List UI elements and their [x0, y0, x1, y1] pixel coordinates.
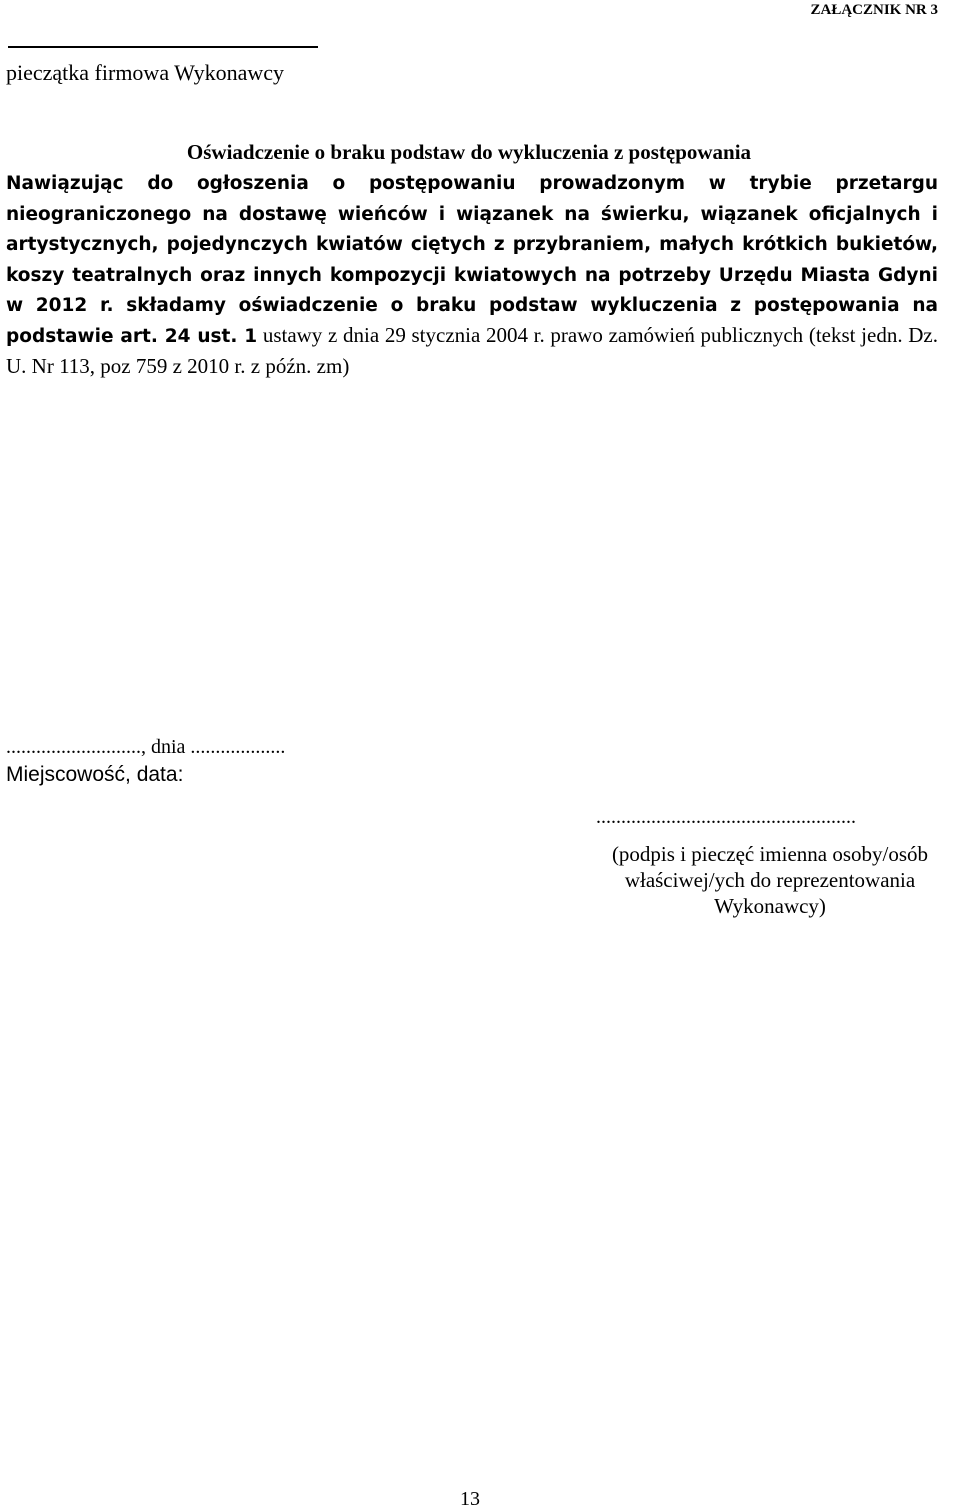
annex-label: ZAŁĄCZNIK NR 3: [810, 2, 938, 18]
stamp-label: pieczątka firmowa Wykonawcy: [6, 60, 285, 85]
place-date-dots: ..........................., dnia ...................: [6, 736, 286, 758]
declaration-title: Oświadczenie o braku podstaw do wykluczenia z postępowania: [186, 140, 752, 164]
signature-dots: ....................................................: [596, 806, 856, 828]
signature-caption: (podpis i pieczęć imienna osoby/osób właściwej/ych do reprezentowania Wykonawcy): [611, 842, 929, 918]
page-number: 13: [460, 1488, 480, 1510]
declaration-body-regular: ustawy z dnia 29 stycznia 2004 r. prawo zamówień publicznych (tekst jedn. Dz. U. Nr 113, poz 759 z 2010 r. z późn. zm): [6, 322, 938, 378]
declaration-body: [6, 168, 938, 380]
declaration-body-bold: Nawiązując do ogłoszenia o postępowaniu prowadzonym w trybie przetargu nieograniczonego na dostawę wieńców i wiązanek na świerku, wiązanek oficjalnych i artystycznych, pojedynczych kwiatów ciętych z przybraniem, małych krótkich bukietów, koszy teatralnych oraz innych kompozycji kwiatowych na potrzeby Urzędu Miasta Gdyni w 2012 r. składamy oświadczenie o braku podstaw wykluczenia z postępowania na podstawie art. 24 ust. 1: [6, 173, 938, 347]
place-date-label: Miejscowość, data:: [6, 763, 184, 786]
stamp-line: [8, 46, 318, 48]
